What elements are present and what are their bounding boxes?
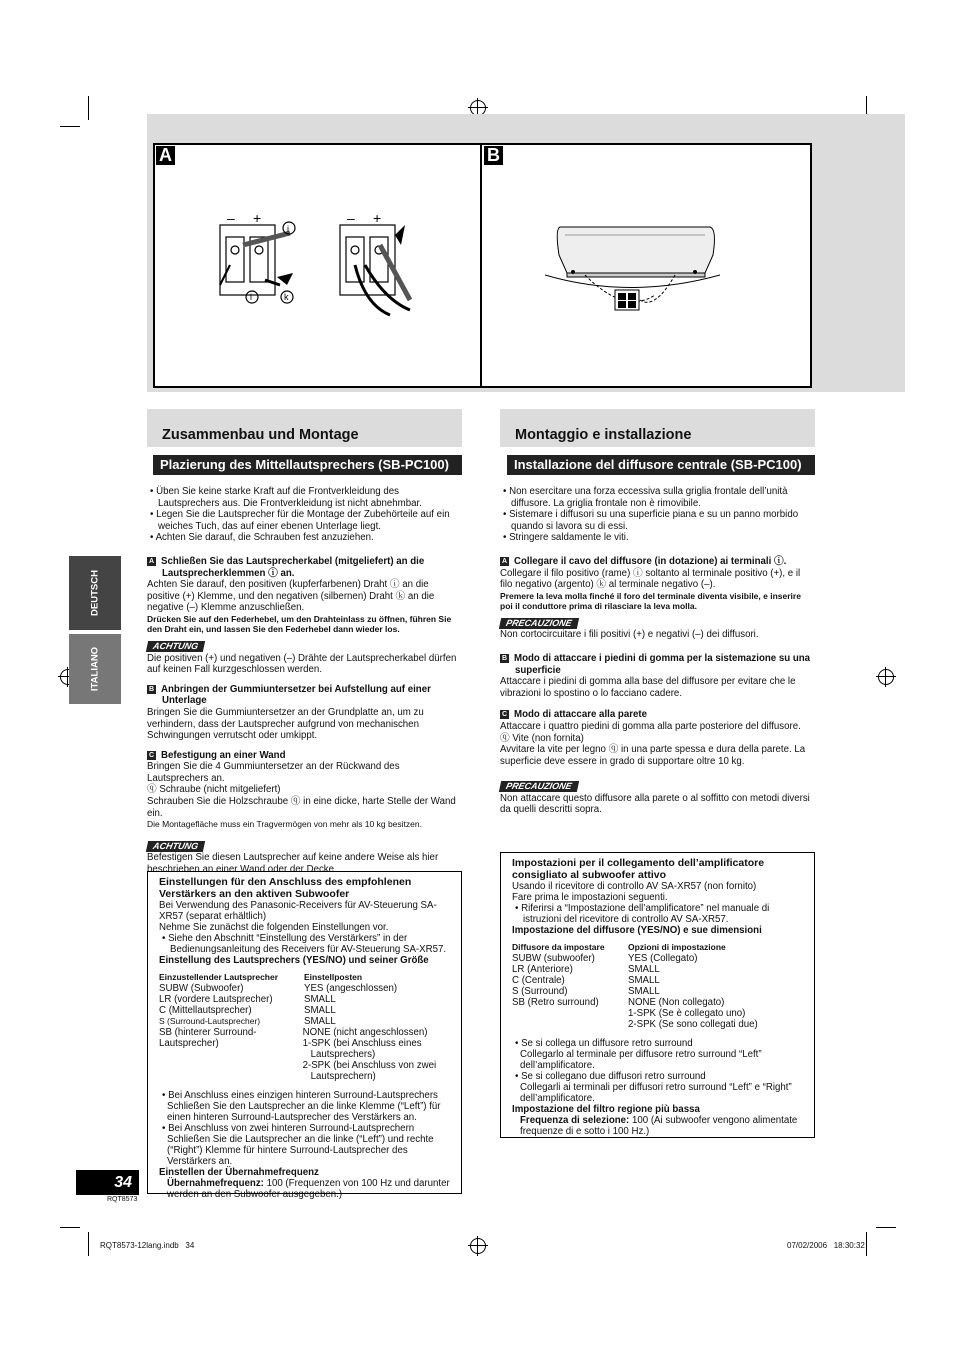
warning-badge: ACHTUNG [146,841,205,852]
step-b-text: Bringen Sie die Gummiuntersetzer an der Grundplatte an, um zu verhindern, dass der Lautsprecher aufgrund von mechanischen Schwingungen verrutscht oder umkippt. [147,706,424,742]
page-number: 34 [76,1170,139,1195]
table-header: Diffusore da impostare Opzioni di impostazione [512,942,726,952]
figure-label-a: A [156,146,175,165]
terminal-wiring-illustration [215,205,415,325]
list-item: • Se si collegano due diffusori retro surround [515,1071,706,1082]
list-item: • Stringere saldamente le viti. [503,532,629,544]
figure-divider [480,143,482,386]
step-a-text: Collegare il filo positivo (rame) ⓘ soltanto al terminale positivo (+), e il filo negativo (argento) ⓚ al terminale negativo (–). [500,567,801,591]
settings-box-it [500,852,815,1138]
box-subtitle: Impostazione del filtro regione più bassa [512,1104,700,1115]
speaker-rubber-feet-illustration [545,215,720,320]
crop-mark [88,96,89,120]
table-header: Einzustellender Lautsprecher Einstellposten [159,972,363,982]
step-c-text: Bringen Sie die 4 Gummiuntersetzer an der Rückwand des Lautsprechers an. [147,761,400,784]
crop-mark [60,1227,80,1228]
figure-label-b: B [484,146,503,165]
step-a-title: A Schließen Sie das Lautsprecherkabel (mitgeliefert) an die Lautsprecherklemmen ⓘ an. [148,555,425,579]
footer-left: RQT8573-12lang.indb 34 [100,1241,195,1250]
table-row: SB (Retro surround) NONE (Non collegato) 1-SPK (Se è collegato uno) 2-SPK (Se sono collegati due) [512,997,758,1030]
box-text: Usando il ricevitore di controllo AV SA-XR57 (non fornito) [512,881,757,892]
registration-mark-icon [878,669,894,685]
list-item: • Bei Anschluss eines einzigen hinteren Surround-Lautsprechers [162,1090,438,1101]
warning-text: Die positiven (+) und negativen (–) Drähte der Lautsprecherkabel dürfen auf keinen Fall kurzgeschlossen werden. [147,652,457,676]
table-row: LR (vordere Lautsprecher) SMALL [159,994,336,1005]
wire-label-i: i [250,292,252,302]
list-item: • Achten Sie darauf, die Schrauben fest anzuziehen. [150,532,374,544]
table-row: LR (Anteriore) SMALL [512,964,660,975]
crop-mark [876,1227,896,1228]
box-title: Impostazioni per il collegamento dell’amplificatore consigliato al subwoofer attivo [512,857,765,881]
language-tab-italiano: ITALIANO [69,634,121,704]
step-a-title: A Collegare il cavo del diffusore (in dotazione) ai terminali ⓘ. [501,555,787,567]
step-a-text: Achten Sie darauf, den positiven (kupferfarbenen) Draht ⓘ an die positive (+) Klemme, und den negativen (silbernen) Draht ⓚ an die negative (–) Klemme anzuschließen. [147,579,435,614]
list-item: • Sistemare i diffusori su una superficie piana e su un panno morbido quando si lavora su di essi. [503,509,799,532]
list-item: • Non esercitare una forza eccessiva sulla griglia frontale dell’unità diffusore. La griglia frontale non è rimovibile. [503,486,788,509]
box-text: Schließen Sie die Lautsprecher an die linke (“Left”) und rechte (“Right”) Klemme für hintere Surround-Lautsprecher des Verstärkers an. [167,1134,434,1167]
crop-mark [60,126,80,127]
settings-box-de [147,871,462,1200]
table-row: SB (hinterer Surround-Lautsprecher) NONE (nicht angeschlossen) 1-SPK (bei Anschluss eines Lautsprechers) 2-SPK (bei Anschluss von zwei Lautsprechern) [159,1027,437,1082]
warning-badge: ACHTUNG [146,641,205,652]
table-row: SUBW (subwoofer) YES (Collegato) [512,953,698,964]
step-c-title: C Modo di attaccare alla parete [501,709,647,721]
plus-marker: + [253,210,262,226]
section-title-de: Zusammenbau und Montage [147,409,462,447]
language-tab-deutsch: DEUTSCH [69,556,121,630]
registration-mark-icon [470,1238,486,1254]
table-row: SUBW (Subwoofer) YES (angeschlossen) [159,983,398,994]
step-c-screw: ⓠ Schraube (nicht mitgeliefert) [147,784,281,796]
step-c-text: Attaccare i quattro piedini di gomma alla parte posteriore del diffusore. [500,720,801,732]
wire-label-i: i [287,224,289,234]
box-text: Collegarlo al terminale per diffusore retro surround “Left” dell’amplificatore. [520,1049,762,1071]
step-c-text2: Avvitare la vite per legno ⓠ in una parte spessa e dura della parete. La superficie deve essere in grado di supportare oltre 10 kg. [500,744,806,767]
content-column-de [147,486,462,876]
box-text: Übernahmefrequenz: 100 (Frequenzen von 100 Hz und darunter werden an den Subwoofer ausgegeben.) [167,1178,450,1200]
warning-badge: PRECAUZIONE [499,781,579,792]
box-subtitle: Einstellen der Übernahmefrequenz [159,1167,319,1178]
table-title: Impostazione del diffusore (YES/NO) e sue dimensioni [512,925,762,936]
table-row: S (Surround-Lautsprecher) SMALL [159,1016,336,1027]
box-text: Bei Verwendung des Panasonic-Receivers für AV-Steuerung SA-XR57 (separat erhältlich) [159,900,437,922]
section-title-it: Montaggio e installazione [500,409,815,447]
step-c-text2: Schrauben Sie die Holzschraube ⓠ in eine dicke, harte Stelle der Wand ein. [147,796,456,819]
box-text: Fare prima le impostazioni seguenti. [512,892,668,903]
step-c-screw: ⓠ Vite (non fornita) [500,732,584,744]
wire-label-k: k [284,292,289,302]
footer-right: 07/02/2006 18:30:32 [787,1241,865,1250]
crop-mark [866,1232,867,1256]
content-column-it [500,486,815,816]
list-item: • Bei Anschluss von zwei hinteren Surround-Lautsprechern [162,1123,415,1134]
step-b-title: B Anbringen der Gummiuntersetzer bei Aufstellung auf einer Unterlage [148,683,431,707]
plus-marker: + [373,210,382,226]
warning-badge: PRECAUZIONE [499,618,579,629]
minus-marker: – [227,210,235,226]
doc-code: RQT8573 [107,1196,138,1203]
step-b-title: B Modo di attaccare i piedini di gomma per la sistemazione su una superficie [501,652,811,676]
warning-text: Non cortocircuitare i fili positivi (+) e negativi (–) dei diffusori. [500,629,759,641]
box-title: Einstellungen für den Anschluss des empfohlenen Verstärkers an den aktiven Subwoofer [159,876,412,900]
step-a-bold: Drücken Sie auf den Federhebel, um den Drahteinlass zu öffnen, führen Sie den Draht ein, und lassen Sie den Federhebel dann wieder los. [147,613,452,635]
box-text: Nehme Sie zunächst die folgenden Einstellungen vor. [159,922,389,933]
table-row: S (Surround) SMALL [512,986,660,997]
subsection-title-de: Plazierung des Mittellautsprechers (SB-PC100) [153,455,462,475]
step-c-title: C Befestigung an einer Wand [148,749,286,761]
list-item: • Siehe den Abschnitt “Einstellung des Verstärkers” in der Bedienungsanleitung des Receivers für AV-Steuerung SA-XR57. [162,933,447,955]
list-item: • Riferirsi a “Impostazione dell’amplificatore” nel manuale di istruzioni del ricevitore di controllo AV SA-XR57. [515,903,770,925]
warning-text: Befestigen Sie diesen Lautsprecher auf keine andere Weise als hier beschrieben an einer Wand oder der Decke. [147,852,439,876]
list-item: • Üben Sie keine starke Kraft auf die Frontverkleidung des Lautsprechers aus. Die Frontverkleidung ist nicht abnehmbar. [150,486,422,509]
table-title: Einstellung des Lautsprechers (YES/NO) und seiner Größe [159,955,429,966]
step-a-bold: Premere la leva molla finché il foro del terminale diventa visibile, e inserire poi il conduttore prima di rilasciare la leva molla. [500,590,801,612]
crop-mark [88,1232,89,1256]
list-item: • Legen Sie die Lautsprecher für die Montage der Zubehörteile auf ein weiches Tuch, das auf einer ebenen Unterlage liegt. [150,509,450,532]
table-row: C (Mittellautsprecher) SMALL [159,1005,336,1016]
box-text: Collegarli ai terminali per diffusori retro surround “Left” e “Right” dell’amplificatore. [520,1082,792,1104]
warning-text: Non attaccare questo diffusore alla parete o al soffitto con metodi diversi da quelli descritti sopra. [500,792,810,816]
box-text: Schließen Sie den Lautsprecher an die linke Klemme (“Left”) für einen hinteren Surround-Lautsprecher des Verstärkers an. [167,1101,441,1123]
list-item: • Se si collega un diffusore retro surround [515,1038,693,1049]
minus-marker: – [347,210,355,226]
subsection-title-it: Installazione del diffusore centrale (SB-PC100) [507,455,815,475]
step-c-note: Die Montagefläche muss ein Tragvermögen von mehr als 10 kg besitzen. [147,819,422,830]
step-b-text: Attaccare i piedini di gomma alla base del diffusore per evitare che le vibrazioni lo spostino o lo facciano cadere. [500,676,796,699]
table-row: C (Centrale) SMALL [512,975,660,986]
box-text: Frequenza di selezione: 100 (Ai subwoofer vengono alimentate frequenze di e sotto i 100 Hz.) [520,1115,798,1137]
